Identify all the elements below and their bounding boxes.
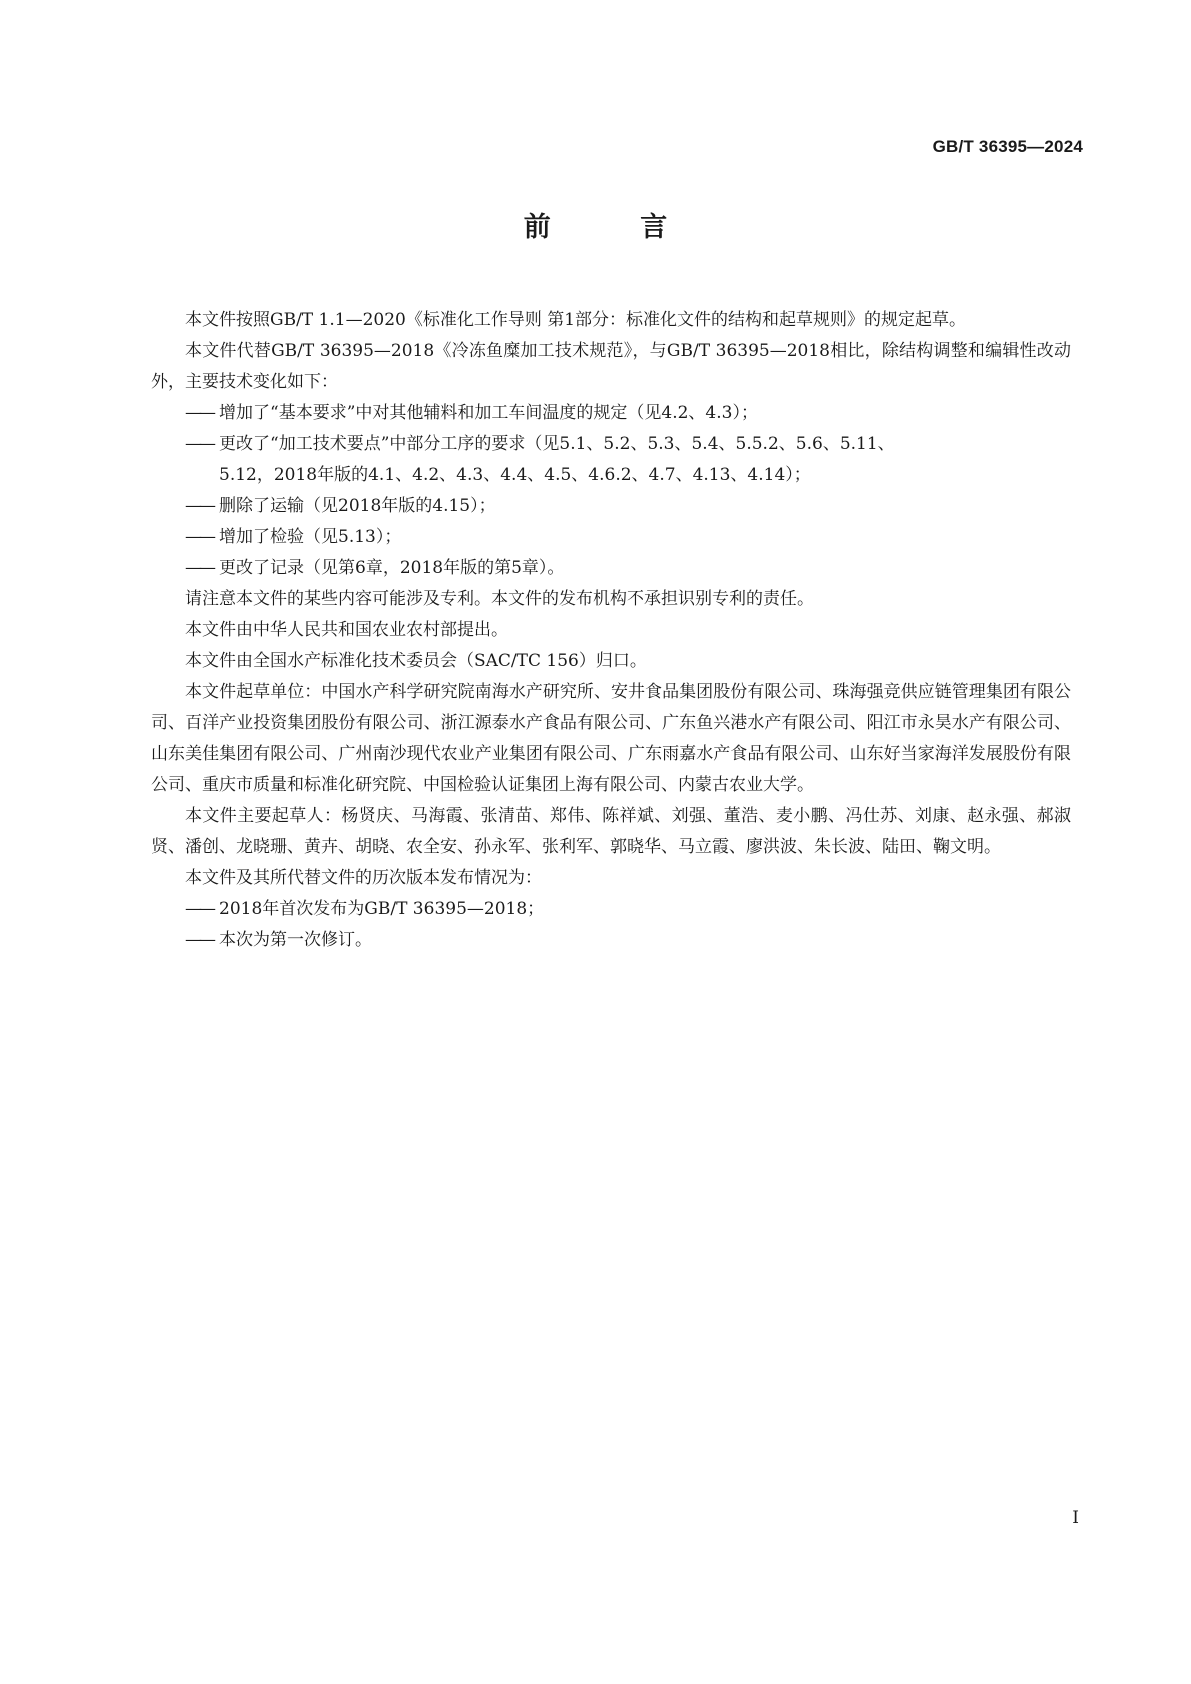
change-item-records [151, 553, 1071, 584]
paragraph-drafters: 本文件主要起草人：杨贤庆、马海霞、张清苗、郑伟、陈祥斌、刘强、董浩、麦小鹏、冯仕苏、刘康、赵永强、郝淑贤、潘创、龙晓珊、黄卉、胡晓、农全安、孙永军、张利军、郭晓华、马立霞、廖洪波、朱长波、陆田、鞠文明。 [151, 806, 1071, 857]
change-item-text: 删除了运输（见2018年版的4.15）； [219, 496, 496, 516]
dash-marker: —— [185, 899, 213, 919]
dash-marker: —— [185, 930, 213, 950]
change-item-inspection [151, 522, 1071, 553]
history-item-text: 本次为第一次修订。 [219, 930, 372, 950]
dash-marker: —— [185, 434, 213, 454]
paragraph-history-intro: 本文件及其所代替文件的历次版本发布情况为： [185, 868, 542, 888]
change-item-text: 增加了“基本要求”中对其他辅料和加工车间温度的规定（见4.2、4.3）； [219, 403, 758, 423]
paragraph-drafting-rules: 本文件按照GB/T 1.1—2020《标准化工作导则 第1部分：标准化文件的结构和起草规则》的规定起草。 [185, 310, 967, 330]
change-item-transport [151, 491, 1071, 522]
history-item-revision [151, 925, 1071, 956]
change-item-basic-requirements [151, 398, 1071, 429]
paragraph-replacement: 本文件代替GB/T 36395—2018《冷冻鱼糜加工技术规范》，与GB/T 36395—2018相比，除结构调整和编辑性改动外，主要技术变化如下： [151, 341, 1071, 392]
history-item-text: 2018年首次发布为GB/T 36395—2018； [219, 899, 545, 919]
change-item-text: 更改了记录（见第6章，2018年版的第5章）。 [219, 558, 565, 578]
paragraph-proposer: 本文件由中华人民共和国农业农村部提出。 [185, 620, 508, 640]
dash-marker: —— [185, 496, 213, 516]
paragraph-committee: 本文件由全国水产标准化技术委员会（SAC/TC 156）归口。 [185, 651, 647, 671]
paragraph-patent-notice: 请注意本文件的某些内容可能涉及专利。本文件的发布机构不承担识别专利的责任。 [185, 589, 814, 609]
history-item-first-release [151, 894, 1071, 925]
change-item-processing-points [151, 429, 1071, 491]
change-item-text-continued: 5.12，2018年版的4.1、4.2、4.3、4.4、4.5、4.6.2、4.7、4.13、4.14）； [219, 465, 811, 485]
paragraph-drafting-units: 本文件起草单位：中国水产科学研究院南海水产研究所、安井食品集团股份有限公司、珠海强竞供应链管理集团有限公司、百洋产业投资集团股份有限公司、浙江源泰水产食品有限公司、广东鱼兴港水产有限公司、阳江市永昊水产有限公司、山东美佳集团有限公司、广州南沙现代农业产业集团有限公司、广东雨嘉水产食品有限公司、山东好当家海洋发展股份有限公司、重庆市质量和标准化研究院、中国检验认证集团上海有限公司、内蒙古农业大学。 [151, 682, 1071, 795]
document-number: GB/T 36395—2024 [932, 137, 1083, 156]
page-title: 前 言 [523, 212, 708, 243]
change-item-text: 增加了检验（见5.13）； [219, 527, 402, 547]
dash-marker: —— [185, 558, 213, 578]
dash-marker: —— [185, 403, 213, 423]
foreword-body [151, 305, 1071, 956]
page-number: I [1072, 1508, 1079, 1528]
change-item-text: 更改了“加工技术要点”中部分工序的要求（见5.1、5.2、5.3、5.4、5.5.2、5.6、5.11、 [219, 434, 895, 454]
dash-marker: —— [185, 527, 213, 547]
